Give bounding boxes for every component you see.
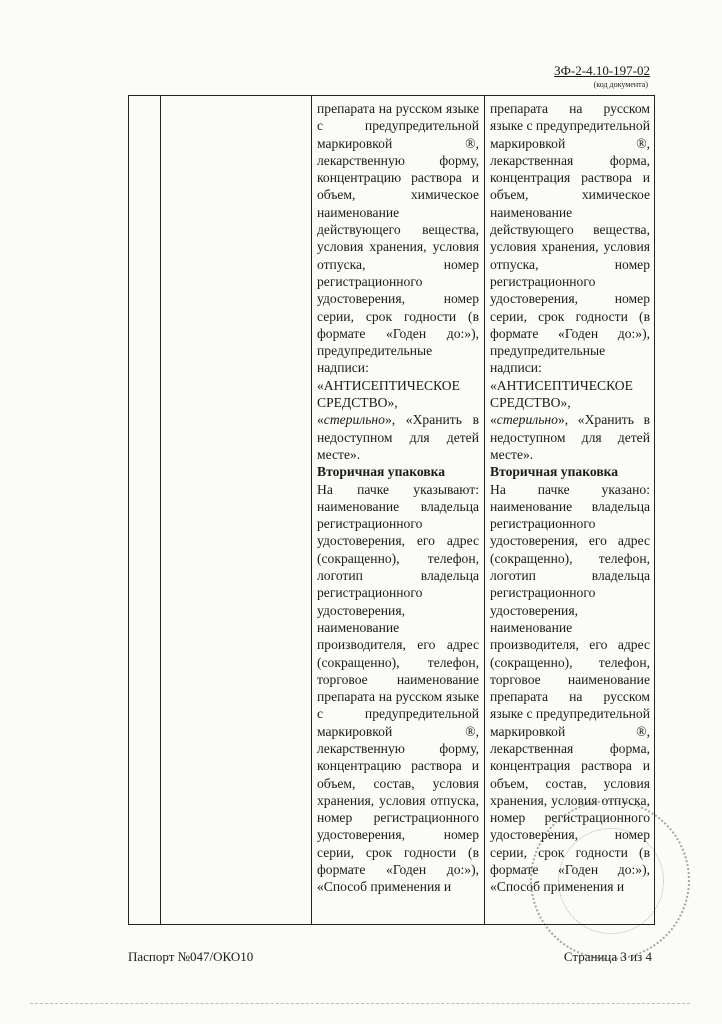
document-code-caption: (код документа) [593,80,648,89]
italic-word: стерильно [323,412,385,428]
col3-paragraph-3: «стерильно», «Хранить в недоступном для детей месте». [317,412,479,462]
document-code: ЗФ-2-4.10-197-02 [554,63,650,78]
col4-paragraph-1: препарата на русском языке с предупредительной маркировкой ®, лекарственная форма, концентрация раствора и объем, химическое наименование действующего вещества, условия хранения, условия отпуска, номер регистрационного удостоверения, номер серии, срок годности (в формате «Годен до:»), предупредительные надписи: [490,101,650,376]
scan-artifact-line [30,1003,690,1004]
column-divider-3 [484,96,485,924]
col4-paragraph-3: «стерильно», «Хранить в недоступном для детей месте». [490,412,650,462]
col3-heading-secondary-packaging: Вторичная упаковка [317,464,446,480]
col3-paragraph-2: «АНТИСЕПТИЧЕСКОЕ СРЕДСТВО», [317,377,460,411]
col4-heading-secondary-packaging: Вторичная упаковка [490,464,619,480]
round-stamp-inner-ring [558,828,664,934]
column-divider-2 [311,96,312,924]
col3-paragraph-1: препарата на русском языке с предупредительной маркировкой ®, лекарственную форму, концентрацию раствора и объем, химическое наименование действующего вещества, условия хранения, условия отпуска, номер регистрационного удостоверения, номер серии, срок годности (в формате «Годен до:»), предупредительные надписи: [317,101,479,376]
col4-paragraph-4: На пачке указано: наименование владельца регистрационного удостоверения, его адрес (сокращенно), телефон, логотип владельца регистрационного удостоверения, наименование производителя, его адрес (сокращенно), телефон, торговое наименование препарата на русском языке с предупредительной маркировкой ®, лекарственная форма, концентрация раствора и объем, состав, условия хранения, условия отпуска, номер регистрационного удостоверения, номер серии, срок годности (в формате «Годен до:»), «Способ применения и [490,481,650,895]
round-stamp [530,800,690,960]
col4-paragraph-2: «АНТИСЕПТИЧЕСКОЕ СРЕДСТВО», [490,377,633,411]
table-column-3 [317,100,479,896]
italic-word: стерильно [496,412,558,428]
specification-table [128,95,655,925]
passport-number: Паспорт №047/ОКО10 [128,949,254,964]
page-number: Страница 3 из 4 [563,949,652,964]
table-column-4 [490,100,650,896]
column-divider-1 [160,96,161,924]
col3-paragraph-4: На пачке указывают: наименование владельца регистрационного удостоверения, его адрес (сокращенно), телефон, логотип владельца регистрационного удостоверения, наименование производителя, его адрес (сокращенно), телефон, торговое наименование препарата на русском языке с предупредительной маркировкой ®, лекарственную форму, концентрацию раствора и объем, состав, условия хранения, условия отпуска, номер регистрационного удостоверения, номер серии, срок годности (в формате «Годен до:»), «Способ применения и [317,481,479,895]
